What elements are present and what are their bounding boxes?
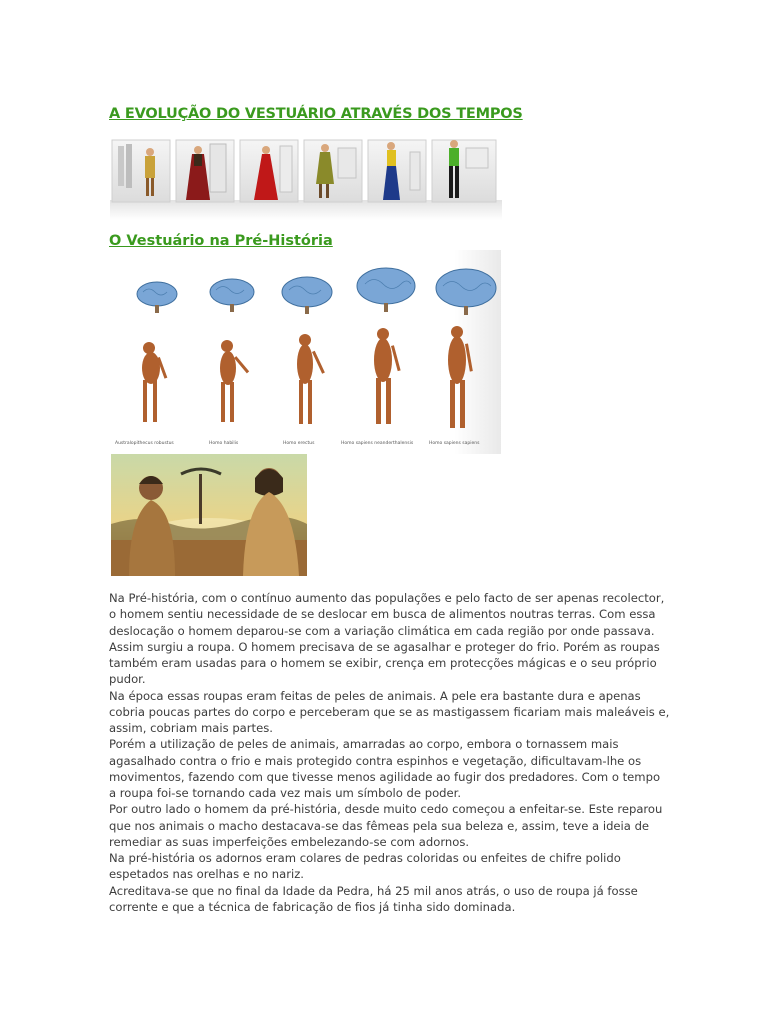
evolution-captions	[115, 440, 480, 446]
text-line: movimentos, fazendo com que tivesse menos agilidade ao fugir dos predadores. Com o tempo	[109, 769, 661, 784]
fashion-panel-3	[240, 140, 298, 202]
caption-3: Homo erectus	[283, 441, 315, 446]
text-line: Na Pré-história, com o contínuo aumento das populações e pelo facto de ser apenas recolector,	[109, 591, 665, 605]
fashion-panel-4	[304, 140, 362, 202]
body-text	[109, 590, 669, 915]
caption-2: Homo habilis	[209, 441, 239, 446]
brain-icon	[436, 269, 496, 307]
text-line: a roupa foi-se tornando cada vez mais um símbolo de poder.	[109, 786, 462, 800]
caption-4: Homo sapiens neanderthalensis	[341, 441, 414, 446]
text-line: pudor.	[109, 672, 146, 687]
text-line: Na pré-história os adornos eram colares de pedras coloridas ou enfeites de chifre polido	[109, 851, 621, 865]
hominid-figures	[142, 326, 473, 428]
text-line: assim, cobriam mais partes.	[109, 721, 273, 735]
hominid-figure	[220, 340, 249, 422]
text-line: o homem sentiu necessidade de se deslocar em busca de alimentos noutras terras. Com essa	[109, 607, 656, 622]
caption-5: Homo sapiens sapiens	[429, 441, 480, 446]
text-line: agasalhado contra o frio e mais protegido contra espinhos e vegetação, dificultavam-lhe os	[109, 753, 642, 768]
text-line: Acreditava-se que no final da Idade da Pedra, há 25 mil anos atrás, o uso de roupa já fosse	[109, 883, 638, 898]
text-line: remediar as suas imperfeições embelezando-se com adornos.	[109, 834, 470, 849]
fashion-figures-illustration	[110, 134, 502, 220]
prehistoric-men-image	[111, 454, 307, 576]
hominid-figure	[297, 334, 325, 424]
section-title: O Vestuário na Pré-História	[109, 233, 333, 249]
page-title: A EVOLUÇÃO DO VESTUÁRIO ATRAVÉS DOS TEMPOS	[109, 106, 523, 122]
text-line: que nos animais o macho destacava-se das fêmeas pela sua beleza e, assim, teve a ideia de	[109, 818, 650, 833]
fashion-panel-5	[368, 140, 426, 202]
text-line: corrente e que a técnica de fabricação de fios já tinha sido dominada.	[109, 899, 516, 914]
fashion-panel-2	[176, 140, 234, 202]
fashion-panel-1	[112, 140, 170, 202]
brain-icons	[137, 268, 496, 307]
caption-1: Australopithecus robustus	[115, 441, 174, 446]
text-line: Por outro lado o homem da pré-história, desde muito cedo começou a enfeitar-se. Este reparou	[109, 802, 663, 817]
text-line: Na época essas roupas eram feitas de peles de animais. A pele era bastante dura e apenas	[109, 688, 641, 703]
text-line: Assim surgiu a roupa. O homem precisava de se agasalhar e proteger do frio. Porém as roupas	[109, 639, 660, 654]
human-evolution-image	[111, 250, 501, 454]
hominid-figure	[448, 326, 473, 428]
text-line: deslocação o homem deparou-se com a variação climática em cada região por onde passava.	[109, 623, 655, 638]
text-line: espetados nas orelhas e no nariz.	[109, 867, 304, 882]
text-line: também eram usadas para o homem se exibir, crença em protecções mágicas e o seu próprio	[109, 656, 657, 670]
text-line: Porém a utilização de peles de animais, amarradas ao corpo, embora o tornassem mais	[109, 737, 619, 752]
fashion-panel-6	[432, 140, 496, 202]
evolution-illustration	[111, 250, 501, 454]
hominid-figure	[142, 342, 167, 422]
text-line: cobria poucas partes do corpo e perceberam que se as mastigassem ficariam mais maleáveis e,	[109, 704, 670, 719]
hominid-figure	[374, 328, 401, 424]
brain-icon	[357, 268, 415, 304]
prehistoric-men-illustration	[111, 454, 307, 576]
fashion-evolution-image	[110, 134, 502, 220]
